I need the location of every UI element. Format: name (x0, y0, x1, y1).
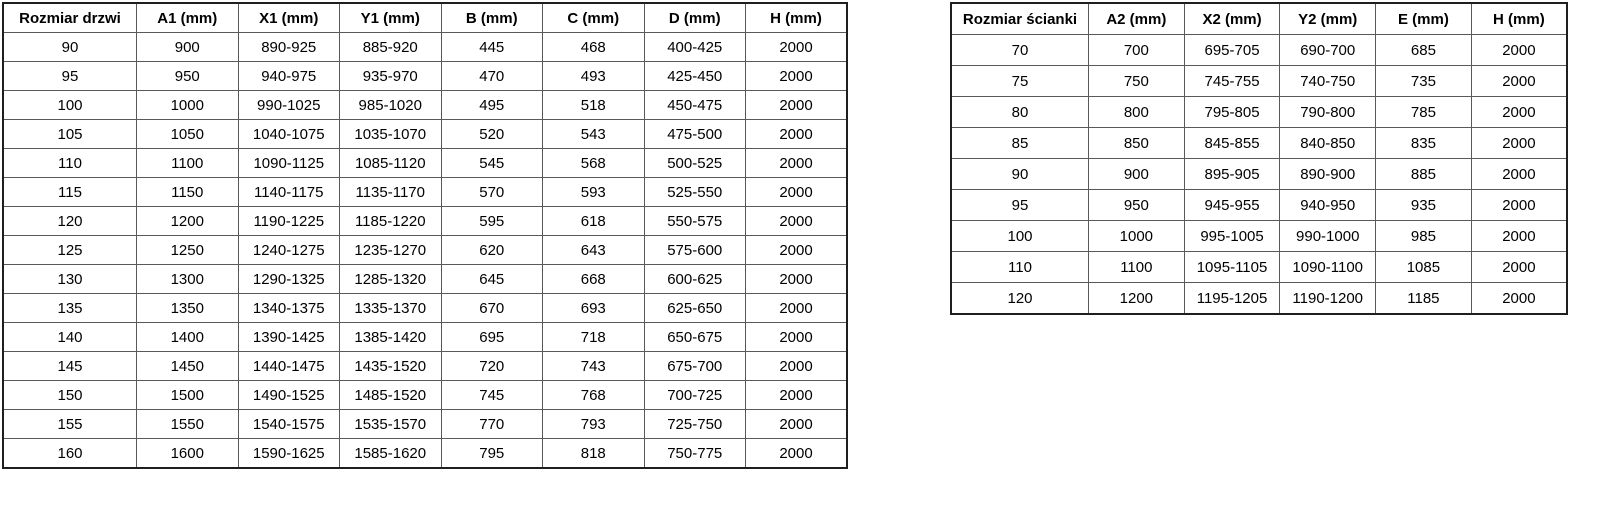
table-row (3, 120, 847, 149)
table-cell: 120 (3, 207, 137, 236)
table-cell: 1550 (137, 410, 239, 439)
table-cell: 695 (441, 323, 543, 352)
table-row (3, 236, 847, 265)
table-row (3, 62, 847, 91)
column-header: C (mm) (543, 3, 645, 33)
table-cell: 160 (3, 439, 137, 469)
wall-size-table-head (951, 3, 1567, 35)
column-header: Y2 (mm) (1280, 3, 1376, 35)
table-row (951, 283, 1567, 315)
table-cell: 990-1025 (238, 91, 340, 120)
table-cell: 885-920 (340, 33, 442, 62)
table-cell: 2000 (1471, 128, 1567, 159)
table-cell: 743 (543, 352, 645, 381)
door-size-table-body (3, 33, 847, 469)
table-cell: 685 (1376, 35, 1472, 66)
table-cell: 525-550 (644, 178, 746, 207)
table-cell: 1000 (137, 91, 239, 120)
table-cell: 1540-1575 (238, 410, 340, 439)
column-header: A1 (mm) (137, 3, 239, 33)
table-cell: 468 (543, 33, 645, 62)
table-cell: 400-425 (644, 33, 746, 62)
table-cell: 550-575 (644, 207, 746, 236)
table-cell: 75 (951, 66, 1089, 97)
table-cell: 470 (441, 62, 543, 91)
column-header: X1 (mm) (238, 3, 340, 33)
table-cell: 750-775 (644, 439, 746, 469)
table-row (3, 91, 847, 120)
table-cell: 593 (543, 178, 645, 207)
table-cell: 818 (543, 439, 645, 469)
table-cell: 1185 (1376, 283, 1472, 315)
table-cell: 768 (543, 381, 645, 410)
table-cell: 95 (3, 62, 137, 91)
table-cell: 150 (3, 381, 137, 410)
table-cell: 990-1000 (1280, 221, 1376, 252)
table-row (3, 178, 847, 207)
table-cell: 2000 (746, 120, 848, 149)
table-cell: 2000 (746, 62, 848, 91)
table-cell: 1000 (1089, 221, 1185, 252)
table-cell: 493 (543, 62, 645, 91)
table-cell: 475-500 (644, 120, 746, 149)
table-cell: 940-975 (238, 62, 340, 91)
table-row (951, 252, 1567, 283)
table-cell: 668 (543, 265, 645, 294)
table-row (3, 381, 847, 410)
table-cell: 1050 (137, 120, 239, 149)
table-cell: 985 (1376, 221, 1472, 252)
table-cell: 2000 (1471, 35, 1567, 66)
table-cell: 85 (951, 128, 1089, 159)
table-cell: 890-925 (238, 33, 340, 62)
table-cell: 725-750 (644, 410, 746, 439)
table-cell: 795 (441, 439, 543, 469)
column-header: Rozmiar ścianki (951, 3, 1089, 35)
table-cell: 693 (543, 294, 645, 323)
table-cell: 600-625 (644, 265, 746, 294)
table-cell: 2000 (746, 323, 848, 352)
table-cell: 800 (1089, 97, 1185, 128)
table-cell: 900 (137, 33, 239, 62)
table-cell: 785 (1376, 97, 1472, 128)
table-cell: 700 (1089, 35, 1185, 66)
table-cell: 90 (3, 33, 137, 62)
table-cell: 110 (3, 149, 137, 178)
table-cell: 2000 (1471, 66, 1567, 97)
table-cell: 1585-1620 (340, 439, 442, 469)
table-cell: 625-650 (644, 294, 746, 323)
table-cell: 1235-1270 (340, 236, 442, 265)
column-header: Y1 (mm) (340, 3, 442, 33)
table-cell: 840-850 (1280, 128, 1376, 159)
table-cell: 618 (543, 207, 645, 236)
table-cell: 90 (951, 159, 1089, 190)
table-cell: 2000 (746, 236, 848, 265)
table-cell: 940-950 (1280, 190, 1376, 221)
table-cell: 718 (543, 323, 645, 352)
table-cell: 2000 (746, 439, 848, 469)
table-cell: 1400 (137, 323, 239, 352)
door-size-table (2, 2, 848, 469)
table-cell: 100 (951, 221, 1089, 252)
table-cell: 900 (1089, 159, 1185, 190)
table-cell: 1450 (137, 352, 239, 381)
table-cell: 2000 (1471, 159, 1567, 190)
table-cell: 2000 (746, 381, 848, 410)
column-header: Rozmiar drzwi (3, 3, 137, 33)
table-cell: 2000 (746, 352, 848, 381)
table-cell: 1340-1375 (238, 294, 340, 323)
table-cell: 130 (3, 265, 137, 294)
table-cell: 1100 (137, 149, 239, 178)
table-row (3, 439, 847, 469)
column-header: A2 (mm) (1089, 3, 1185, 35)
column-header: B (mm) (441, 3, 543, 33)
table-cell: 793 (543, 410, 645, 439)
table-cell: 110 (951, 252, 1089, 283)
table-cell: 1200 (1089, 283, 1185, 315)
table-cell: 740-750 (1280, 66, 1376, 97)
column-header: D (mm) (644, 3, 746, 33)
table-cell: 1440-1475 (238, 352, 340, 381)
table-cell: 835 (1376, 128, 1472, 159)
table-cell: 735 (1376, 66, 1472, 97)
table-row (3, 207, 847, 236)
header-row (951, 3, 1567, 35)
wall-size-table-body (951, 35, 1567, 315)
table-cell: 1535-1570 (340, 410, 442, 439)
table-cell: 1485-1520 (340, 381, 442, 410)
table-cell: 895-905 (1184, 159, 1280, 190)
door-size-table-head (3, 3, 847, 33)
table-cell: 105 (3, 120, 137, 149)
table-cell: 445 (441, 33, 543, 62)
wall-size-table (950, 2, 1568, 315)
table-cell: 1350 (137, 294, 239, 323)
table-cell: 950 (1089, 190, 1185, 221)
table-cell: 950 (137, 62, 239, 91)
table-cell: 770 (441, 410, 543, 439)
table-cell: 695-705 (1184, 35, 1280, 66)
table-cell: 620 (441, 236, 543, 265)
table-cell: 1200 (137, 207, 239, 236)
table-row (951, 35, 1567, 66)
table-cell: 125 (3, 236, 137, 265)
table-cell: 845-855 (1184, 128, 1280, 159)
table-row (951, 66, 1567, 97)
column-header: X2 (mm) (1184, 3, 1280, 35)
table-cell: 2000 (746, 207, 848, 236)
table-cell: 155 (3, 410, 137, 439)
table-cell: 1190-1225 (238, 207, 340, 236)
table-row (3, 265, 847, 294)
table-cell: 670 (441, 294, 543, 323)
table-cell: 500-525 (644, 149, 746, 178)
table-cell: 425-450 (644, 62, 746, 91)
table-cell: 120 (951, 283, 1089, 315)
table-cell: 885 (1376, 159, 1472, 190)
column-header: E (mm) (1376, 3, 1472, 35)
table-cell: 2000 (1471, 97, 1567, 128)
table-cell: 1385-1420 (340, 323, 442, 352)
table-cell: 1090-1100 (1280, 252, 1376, 283)
table-row (3, 352, 847, 381)
table-cell: 115 (3, 178, 137, 207)
table-cell: 1490-1525 (238, 381, 340, 410)
header-row (3, 3, 847, 33)
table-cell: 1135-1170 (340, 178, 442, 207)
table-cell: 2000 (746, 178, 848, 207)
table-cell: 1335-1370 (340, 294, 442, 323)
table-cell: 450-475 (644, 91, 746, 120)
table-cell: 575-600 (644, 236, 746, 265)
table-cell: 2000 (1471, 190, 1567, 221)
table-cell: 1190-1200 (1280, 283, 1376, 315)
table-cell: 1035-1070 (340, 120, 442, 149)
table-cell: 1095-1105 (1184, 252, 1280, 283)
table-cell: 700-725 (644, 381, 746, 410)
table-cell: 690-700 (1280, 35, 1376, 66)
table-cell: 2000 (746, 294, 848, 323)
table-cell: 1150 (137, 178, 239, 207)
table-row (951, 128, 1567, 159)
table-row (3, 33, 847, 62)
table-cell: 850 (1089, 128, 1185, 159)
table-cell: 1590-1625 (238, 439, 340, 469)
table-cell: 568 (543, 149, 645, 178)
table-row (3, 323, 847, 352)
table-cell: 2000 (746, 149, 848, 178)
table-cell: 520 (441, 120, 543, 149)
table-cell: 2000 (1471, 283, 1567, 315)
table-cell: 650-675 (644, 323, 746, 352)
table-cell: 543 (543, 120, 645, 149)
table-cell: 2000 (746, 33, 848, 62)
table-cell: 145 (3, 352, 137, 381)
table-cell: 1435-1520 (340, 352, 442, 381)
table-cell: 795-805 (1184, 97, 1280, 128)
column-header: H (mm) (1471, 3, 1567, 35)
table-cell: 2000 (1471, 252, 1567, 283)
table-row (3, 294, 847, 323)
table-cell: 1040-1075 (238, 120, 340, 149)
column-header: H (mm) (746, 3, 848, 33)
table-cell: 985-1020 (340, 91, 442, 120)
table-cell: 1390-1425 (238, 323, 340, 352)
table-cell: 2000 (746, 410, 848, 439)
table-cell: 643 (543, 236, 645, 265)
table-cell: 1500 (137, 381, 239, 410)
table-row (951, 221, 1567, 252)
table-cell: 1240-1275 (238, 236, 340, 265)
table-cell: 1250 (137, 236, 239, 265)
table-cell: 2000 (746, 91, 848, 120)
table-cell: 745-755 (1184, 66, 1280, 97)
table-cell: 95 (951, 190, 1089, 221)
table-cell: 80 (951, 97, 1089, 128)
table-cell: 890-900 (1280, 159, 1376, 190)
table-cell: 518 (543, 91, 645, 120)
table-cell: 645 (441, 265, 543, 294)
table-cell: 750 (1089, 66, 1185, 97)
table-row (951, 97, 1567, 128)
table-cell: 1185-1220 (340, 207, 442, 236)
table-cell: 1090-1125 (238, 149, 340, 178)
table-row (951, 159, 1567, 190)
table-cell: 1285-1320 (340, 265, 442, 294)
table-cell: 1085 (1376, 252, 1472, 283)
table-cell: 1290-1325 (238, 265, 340, 294)
table-cell: 1195-1205 (1184, 283, 1280, 315)
table-cell: 995-1005 (1184, 221, 1280, 252)
table-cell: 1600 (137, 439, 239, 469)
table-cell: 720 (441, 352, 543, 381)
table-cell: 945-955 (1184, 190, 1280, 221)
table-row (3, 149, 847, 178)
table-cell: 935 (1376, 190, 1472, 221)
table-row (951, 190, 1567, 221)
table-cell: 1100 (1089, 252, 1185, 283)
table-cell: 675-700 (644, 352, 746, 381)
table-row (3, 410, 847, 439)
table-cell: 135 (3, 294, 137, 323)
table-cell: 1085-1120 (340, 149, 442, 178)
table-cell: 2000 (746, 265, 848, 294)
table-cell: 545 (441, 149, 543, 178)
table-cell: 935-970 (340, 62, 442, 91)
table-cell: 100 (3, 91, 137, 120)
table-cell: 2000 (1471, 221, 1567, 252)
table-cell: 745 (441, 381, 543, 410)
table-cell: 570 (441, 178, 543, 207)
table-cell: 1140-1175 (238, 178, 340, 207)
table-cell: 595 (441, 207, 543, 236)
table-cell: 495 (441, 91, 543, 120)
table-cell: 140 (3, 323, 137, 352)
table-cell: 70 (951, 35, 1089, 66)
table-cell: 790-800 (1280, 97, 1376, 128)
table-cell: 1300 (137, 265, 239, 294)
